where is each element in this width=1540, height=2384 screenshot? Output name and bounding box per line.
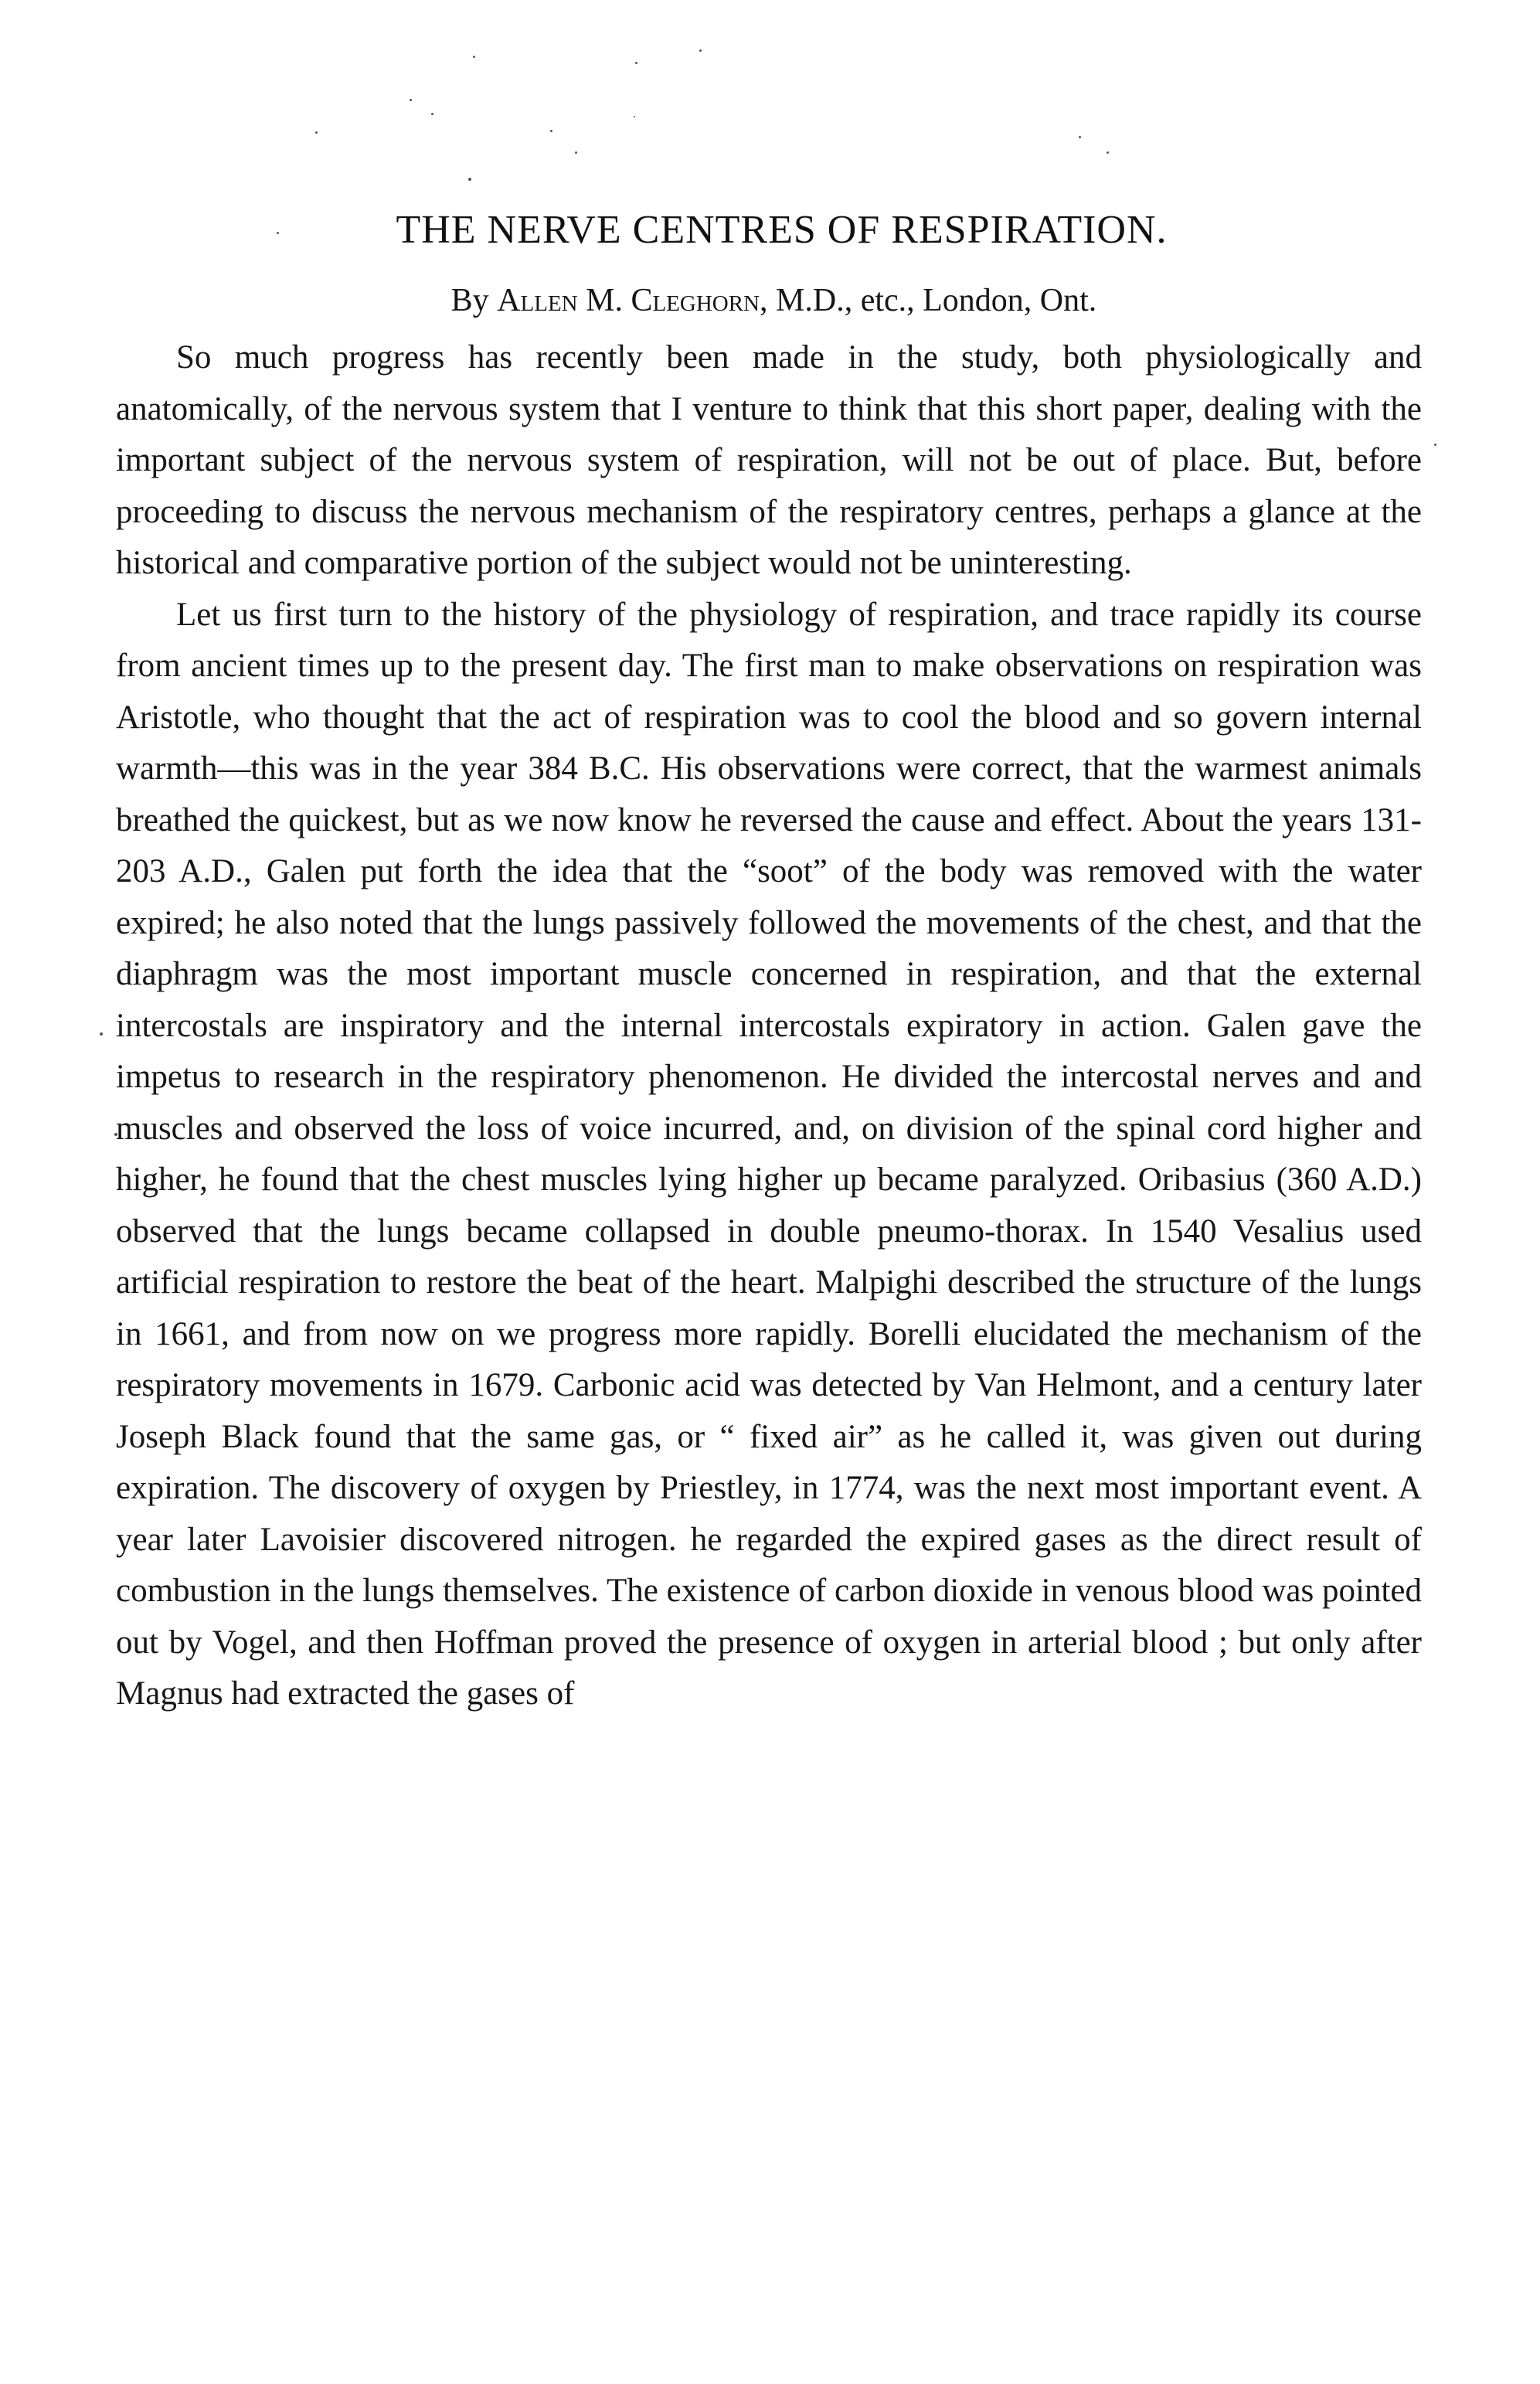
paragraph: Let us first turn to the history of the physiology of respiration, and trace rapidly its course from ancient times up to the present day. The first man to make observations on respiration was Aristotle, who thought that the act of respiration was to cool the blood and so govern internal warmth—this was in the year 384 B.C. His observations were correct, that the warmest animals breathed the quickest, but as we now know he reversed the cause and effect. About the years 131-203 A.D., Galen put forth the idea that the “soot” of the body was removed with the water expired; he also noted that the lungs passively followed the movements of the chest, and that the diaphragm was the most important muscle concerned in respiration, and that the external intercostals are inspiratory and the internal intercostals expiratory in action. Galen gave the impetus to research in the respiratory phenomenon. He divided the intercostal nerves and and muscles and observed the loss of voice incurred, and, on division of the spinal cord higher and higher, he found that the chest muscles lying higher up became paralyzed. Oribasius (360 A.D.) observed that the lungs became collapsed in double pneumo-thorax. In 1540 Vesalius used artificial respiration to restore the beat of the heart. Malpighi described the structure of the lungs in 1661, and from now on we progress more rapidly. Borelli elucidated the mechanism of the respiratory movements in 1679. Carbonic acid was detected by Van Helmont, and a century later Joseph Black found that the same gas, or “ fixed air” as he called it, was given out during expiration. The discovery of oxygen by Priestley, in 1774, was the next most important event. A year later Lavoisier discovered nitrogen. he regarded the expired gases as the direct result of combustion in the lungs themselves. The existence of carbon dioxide in venous blood was pointed out by Vogel, and then Hoffman proved the presence of oxygen in arterial blood ; but only after Magnus had extracted the gases of <box>116 596 1422 1712</box>
scan-speck <box>473 56 475 58</box>
byline-suffix: , M.D., etc., London, Ont. <box>760 283 1097 318</box>
article-body <box>116 332 1422 1720</box>
scan-speck <box>1079 136 1081 138</box>
scan-speck <box>699 49 702 52</box>
byline-author: Allen M. Cleghorn <box>497 283 760 318</box>
scan-speck <box>315 131 318 134</box>
paragraph: So much progress has recently been made in the study, both physiologically and anatomically, of the nervous system that I venture to think that this short paper, dealing with the important subject of the nervous system of respiration, will not be out of place. But, before proceeding to discuss the nervous mechanism of the respiratory centres, perhaps a glance at the historical and comparative portion of the subject would not be uninteresting. <box>116 339 1422 581</box>
scan-speck <box>1434 444 1436 446</box>
scan-speck <box>575 151 577 154</box>
scan-speck <box>431 113 433 115</box>
scan-speck <box>550 130 552 132</box>
byline-prefix: By <box>450 283 498 318</box>
scan-speck <box>100 1032 103 1036</box>
scan-speck <box>635 62 637 64</box>
scan-speck <box>634 116 635 117</box>
article-title: THE NERVE CENTRES OF RESPIRATION. <box>396 208 1168 252</box>
scan-speck <box>410 99 412 101</box>
article-byline <box>0 282 1540 319</box>
scan-speck <box>1107 151 1109 154</box>
scan-speck <box>468 178 471 181</box>
